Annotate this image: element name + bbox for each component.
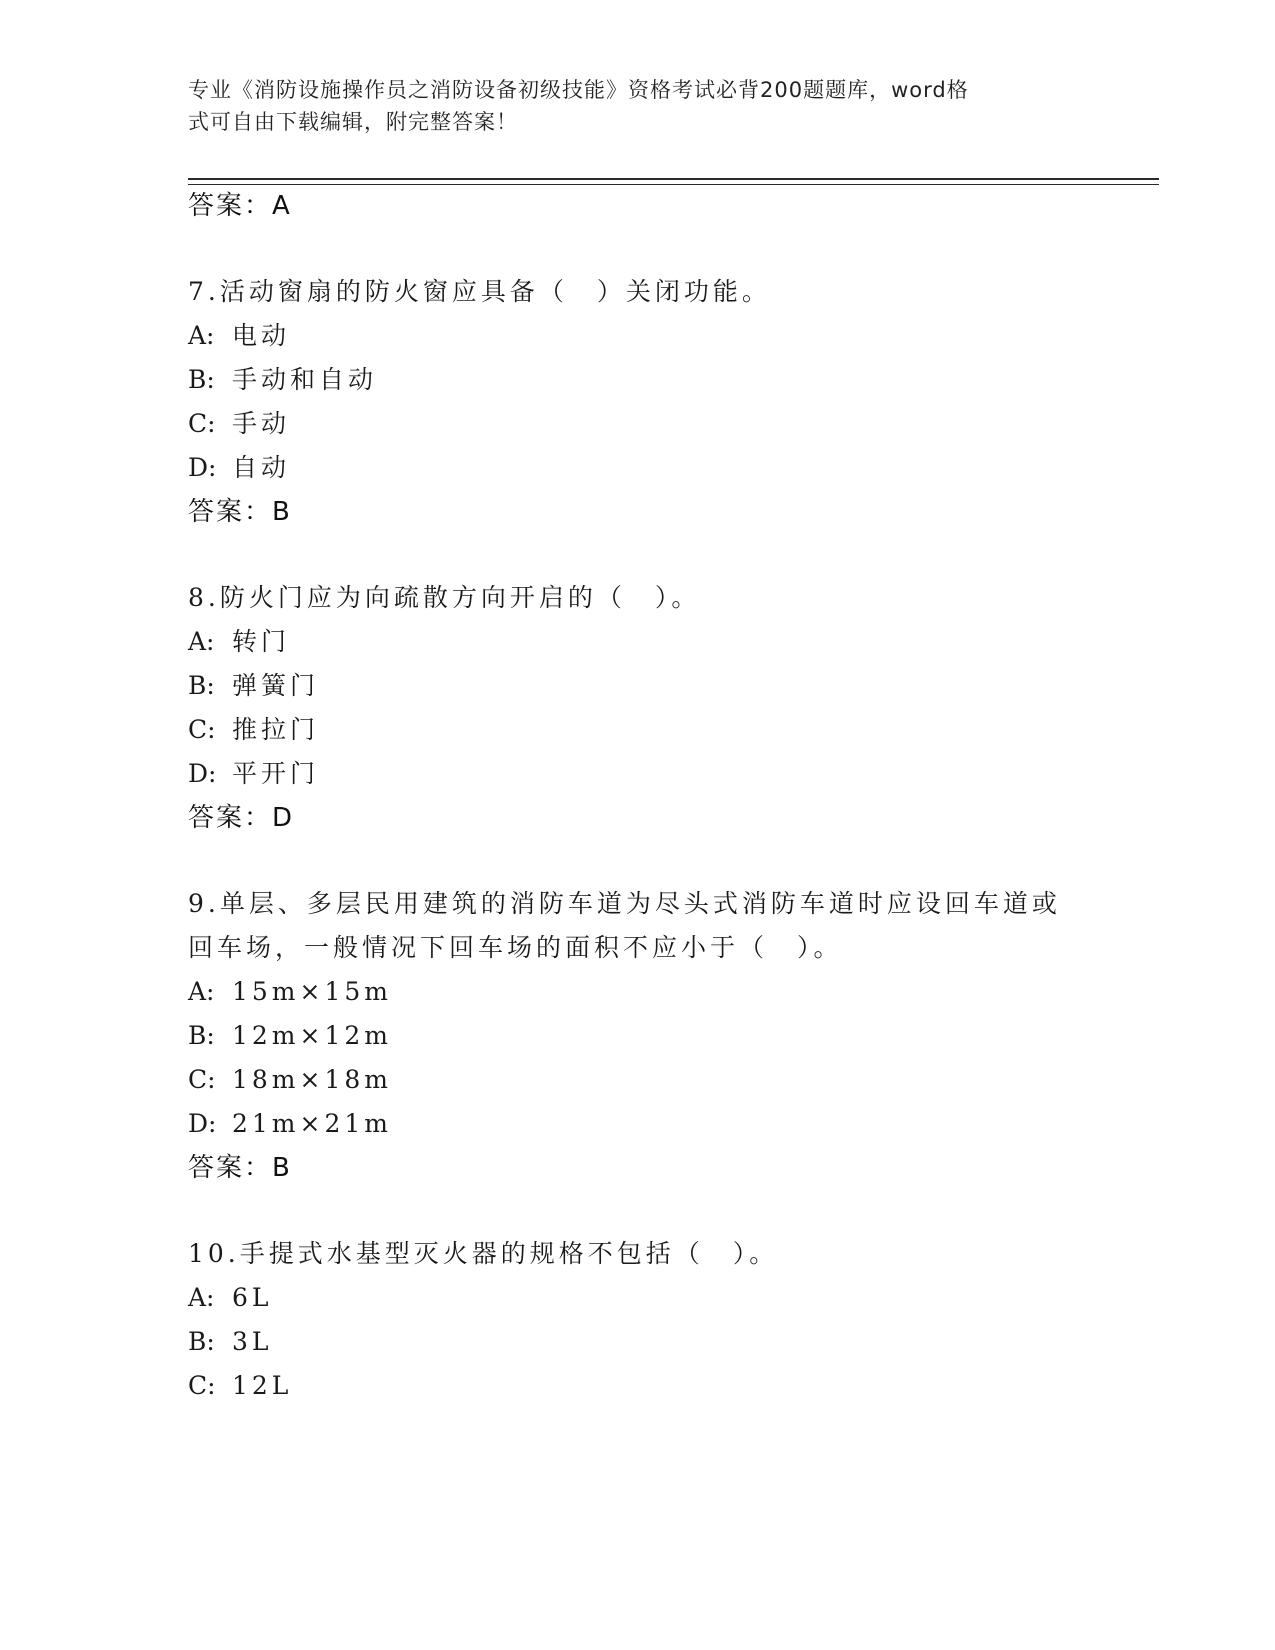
question-8-option-a <box>188 626 290 658</box>
question-9-option-d <box>188 1108 392 1140</box>
option-key: B: <box>188 1327 215 1356</box>
option-text: 21m×21m <box>232 1109 392 1138</box>
option-key: A: <box>188 627 215 656</box>
option-key: D: <box>188 453 217 482</box>
option-text: 电动 <box>232 321 291 350</box>
question-10-option-c <box>188 1370 292 1402</box>
option-text: 弹簧门 <box>232 671 320 700</box>
option-key: C: <box>188 1065 216 1094</box>
option-text: 手动 <box>232 409 291 438</box>
question-7-option-a <box>188 320 290 352</box>
option-text: 推拉门 <box>232 715 320 744</box>
question-7-option-b <box>188 364 377 396</box>
question-7-option-d <box>188 452 290 484</box>
question-10-option-a <box>188 1282 273 1314</box>
option-text: 12m×12m <box>232 1021 392 1050</box>
option-text: 18m×18m <box>232 1065 392 1094</box>
question-7-option-c <box>188 408 290 440</box>
option-key: B: <box>188 1021 215 1050</box>
option-key: A: <box>188 977 215 1006</box>
option-text: 3L <box>232 1327 273 1356</box>
question-9-option-b <box>188 1020 392 1052</box>
question-7-answer: 答案：B <box>188 497 292 527</box>
question-10-option-b <box>188 1326 273 1358</box>
header-divider-thin <box>188 184 1159 185</box>
header-line-2: 式可自由下载编辑，附完整答案！ <box>188 110 518 134</box>
header-line-1: 专业《消防设施操作员之消防设备初级技能》资格考试必背200题题库，word格 <box>188 78 969 102</box>
option-text: 平开门 <box>232 759 320 788</box>
document-header <box>188 74 1068 138</box>
question-9-stem-line-1: 9.单层、多层民用建筑的消防车道为尽头式消防车道时应设回车道或 <box>188 889 1061 918</box>
option-text: 12L <box>232 1371 293 1400</box>
question-9-stem-line-2: 回车场，一般情况下回车场的面积不应小于（ ）。 <box>188 933 843 962</box>
option-key: C: <box>188 409 216 438</box>
option-text: 手动和自动 <box>232 365 378 394</box>
option-key: B: <box>188 671 215 700</box>
question-10-stem: 10.手提式水基型灭火器的规格不包括（ ）。 <box>188 1239 779 1268</box>
option-key: D: <box>188 759 217 788</box>
option-text: 转门 <box>232 627 291 656</box>
question-8-option-b <box>188 670 319 702</box>
option-key: C: <box>188 1371 216 1400</box>
question-9-option-c <box>188 1064 392 1096</box>
option-text: 15m×15m <box>232 977 392 1006</box>
option-key: D: <box>188 1109 217 1138</box>
question-8-option-c <box>188 714 319 746</box>
question-8-option-d <box>188 758 319 790</box>
answer-previous: 答案：A <box>188 191 292 221</box>
option-key: C: <box>188 715 216 744</box>
question-9-option-a <box>188 976 392 1008</box>
question-8-answer: 答案：D <box>188 803 295 833</box>
question-9-answer: 答案：B <box>188 1153 292 1183</box>
option-key: B: <box>188 365 215 394</box>
option-key: A: <box>188 321 215 350</box>
question-8-stem: 8.防火门应为向疏散方向开启的（ ）。 <box>188 583 701 612</box>
header-divider-thick <box>188 178 1159 180</box>
option-text: 自动 <box>232 453 291 482</box>
question-7-stem: 7.活动窗扇的防火窗应具备（ ）关闭功能。 <box>188 277 771 306</box>
option-text: 6L <box>232 1283 273 1312</box>
option-key: A: <box>188 1283 215 1312</box>
